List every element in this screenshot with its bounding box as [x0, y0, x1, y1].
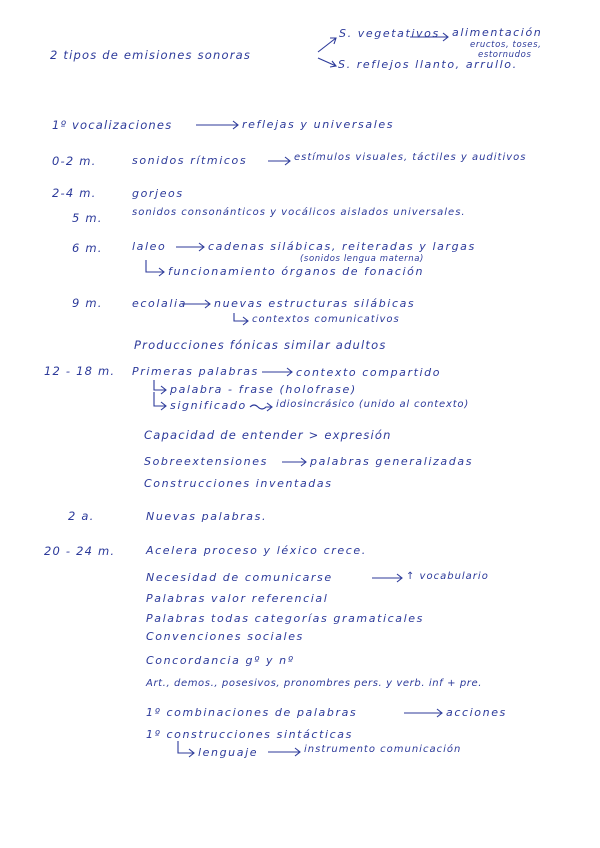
note-combinations: 1º combinaciones de palabras: [146, 706, 358, 719]
note-contexts: contextos comunicativos: [252, 314, 400, 325]
note-need: Necesidad de comunicarse: [146, 571, 333, 584]
hook-arrow-icon: [178, 741, 194, 757]
note-agreement: Concordancia gº y nº: [146, 654, 295, 667]
age-label: 2-4 m.: [52, 186, 97, 200]
note-conventions: Convenciones sociales: [146, 630, 304, 643]
note-shared-context: contexto compartido: [296, 366, 442, 379]
age-label: 6 m.: [72, 241, 103, 255]
arrow-right-icon: [268, 748, 300, 756]
note-reflex-universal: reflejas y universales: [242, 118, 395, 131]
note-vegetative: S. vegetativos: [339, 27, 440, 40]
note-chains: cadenas silábicas, reiteradas y largas: [208, 240, 476, 253]
note-sneezes: estornudos: [478, 50, 532, 60]
note-actions: acciones: [446, 706, 507, 719]
age-label: 5 m.: [72, 211, 103, 225]
note-coughs: eructos, toses,: [470, 40, 542, 50]
arrow-right-icon: [404, 709, 442, 717]
note-first-words: Primeras palabras: [132, 365, 259, 378]
note-language: lenguaje: [198, 746, 259, 759]
note-mother-tongue: (sonidos lengua materna): [300, 254, 424, 264]
note-productions: Producciones fónicas similar adultos: [134, 338, 387, 352]
note-instrument: instrumento comunicación: [304, 744, 462, 755]
age-label: 20 - 24 m.: [44, 544, 116, 558]
note-referential: Palabras valor referencial: [146, 592, 329, 605]
note-constructions: 1º construcciones sintácticas: [146, 728, 353, 741]
note-babbling: laleo: [132, 240, 167, 253]
heading-emissions: 2 tipos de emisiones sonoras: [50, 48, 252, 62]
note-holophrase: palabra - frase (holofrase): [170, 383, 357, 396]
note-cooing: gorjeos: [132, 187, 184, 200]
note-sounds: sonidos consonánticos y vocálicos aislados universales.: [132, 207, 466, 218]
age-label: 9 m.: [72, 296, 103, 310]
note-structures: nuevas estructuras silábicas: [214, 297, 416, 310]
age-label: 2 a.: [68, 509, 95, 523]
note-accelerates: Acelera proceso y léxico crece.: [146, 544, 367, 557]
hook-arrow-icon: [146, 260, 164, 276]
arrow-right-icon: [372, 574, 402, 582]
note-idiosyncratic: idiosincrásico (unido al contexto): [276, 399, 470, 410]
note-categories: Palabras todas categorías gramaticales: [146, 612, 424, 625]
note-rhythmic: sonidos rítmicos: [132, 154, 248, 167]
note-understanding: Capacidad de entender > expresión: [144, 428, 392, 442]
hook-arrow-icon: [154, 392, 166, 410]
arrow-up-icon: [318, 38, 336, 52]
note-first-vocalizations: 1º vocalizaciones: [52, 118, 173, 132]
arrow-right-icon: [262, 368, 292, 376]
note-invented: Construcciones inventadas: [144, 477, 333, 490]
age-label: 0-2 m.: [52, 154, 97, 168]
note-echolalia: ecolalia: [132, 297, 187, 310]
note-meaning: significado: [170, 399, 247, 412]
note-reflexes: S. reflejos llanto, arrullo.: [338, 58, 518, 71]
age-label: 12 - 18 m.: [44, 364, 116, 378]
note-phonation: funcionamiento órganos de fonación: [168, 265, 425, 278]
arrow-right-icon: [176, 243, 204, 251]
note-vocabulary: ↑ vocabulario: [406, 571, 489, 582]
note-stimuli: estímulos visuales, táctiles y auditivos: [294, 152, 527, 163]
arrow-right-icon: [196, 121, 238, 129]
note-feeding: alimentación: [452, 26, 543, 39]
arrow-right-icon: [282, 458, 306, 466]
squiggle-arrow-icon: [250, 403, 272, 411]
arrow-down-icon: [318, 58, 336, 67]
hook-arrow-icon: [154, 380, 166, 394]
note-articles: Art., demos., posesivos, pronombres pers. y verb. inf + pre.: [146, 678, 483, 689]
hook-arrow-icon: [234, 313, 248, 325]
note-generalized: palabras generalizadas: [310, 455, 474, 468]
note-new-words: Nuevas palabras.: [146, 510, 268, 523]
arrow-right-icon: [268, 157, 290, 165]
note-overextensions: Sobreextensiones: [144, 455, 268, 468]
